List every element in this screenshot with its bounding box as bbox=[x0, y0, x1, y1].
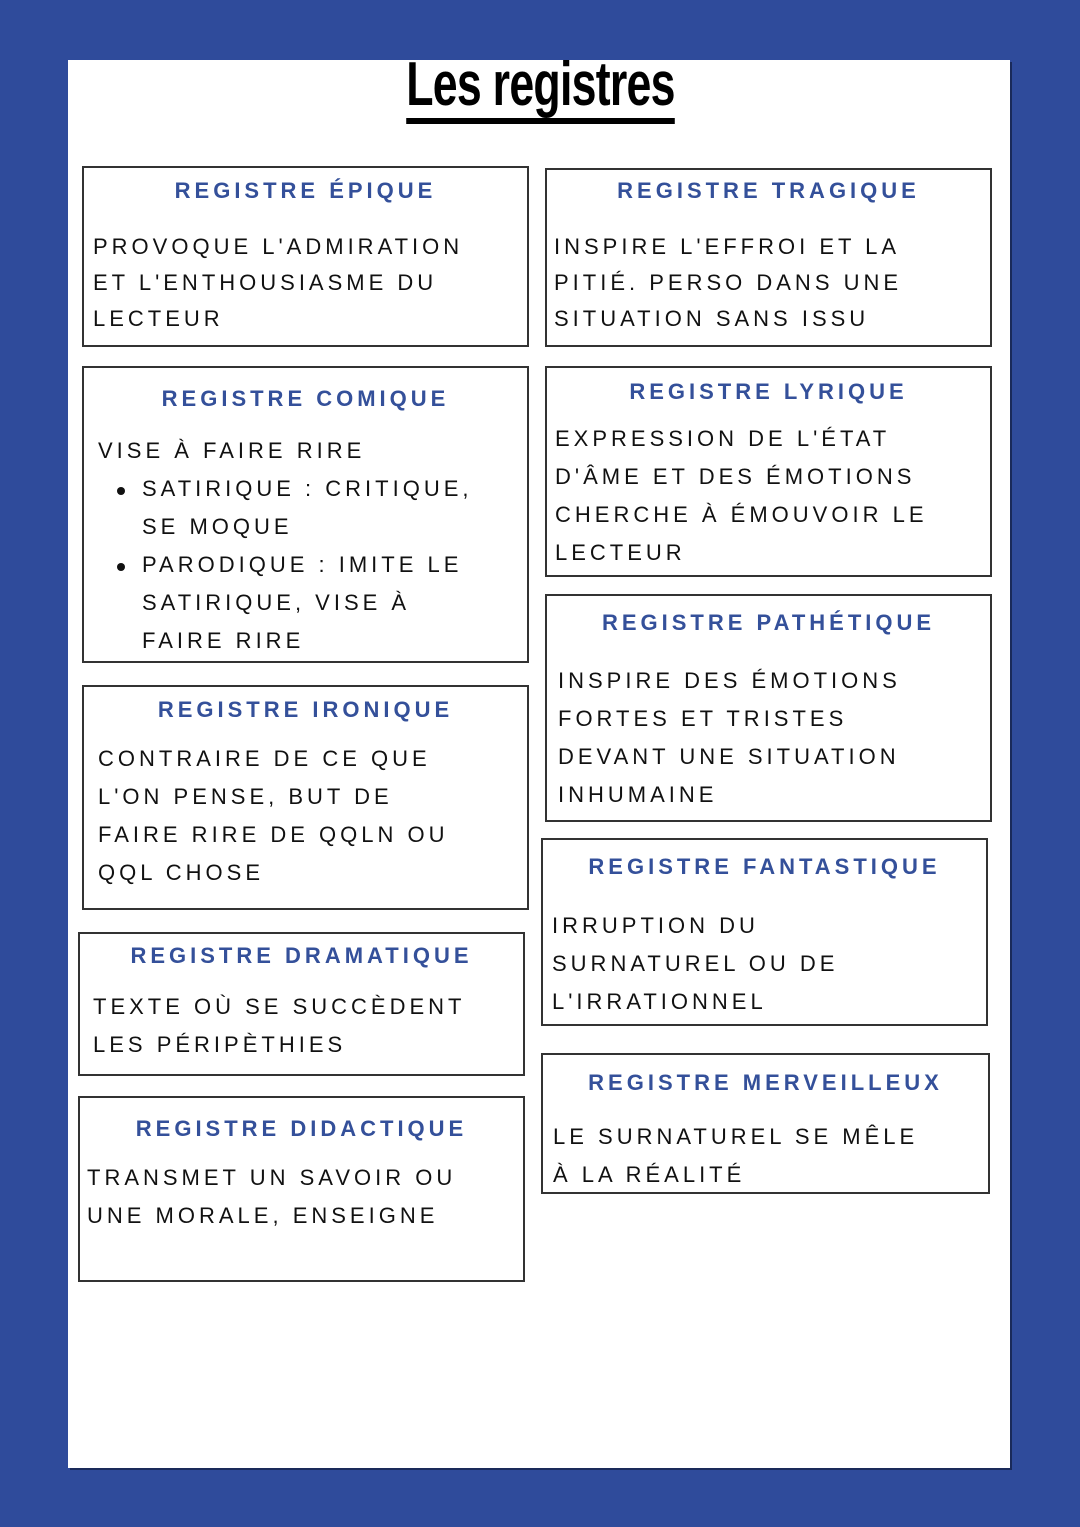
register-text-line: FAIRE RIRE bbox=[142, 628, 305, 653]
register-heading: REGISTRE FANTASTIQUE bbox=[588, 854, 941, 879]
register-text-line: SATIRIQUE : CRITIQUE, bbox=[142, 476, 473, 501]
register-text-line: TRANSMET UN SAVOIR OU bbox=[87, 1165, 457, 1190]
register-box-merveilleux bbox=[541, 1053, 990, 1194]
page-title: Les registres bbox=[406, 52, 675, 124]
register-heading: REGISTRE DIDACTIQUE bbox=[135, 1116, 468, 1141]
bullet-icon bbox=[117, 563, 125, 571]
register-heading: REGISTRE MERVEILLEUX bbox=[588, 1070, 943, 1095]
register-text-line: LE SURNATUREL SE MÊLE bbox=[553, 1124, 919, 1149]
register-heading: REGISTRE TRAGIQUE bbox=[617, 178, 920, 203]
register-text-line: INHUMAINE bbox=[558, 782, 718, 807]
register-text-line: D'ÂME ET DES ÉMOTIONS bbox=[555, 464, 916, 489]
register-box-dramatique bbox=[78, 932, 525, 1076]
register-text-line: SITUATION SANS ISSU bbox=[554, 306, 870, 331]
register-box-fantastique bbox=[541, 838, 988, 1026]
register-text-line: LECTEUR bbox=[93, 306, 224, 331]
register-box-didactique bbox=[78, 1096, 525, 1282]
register-text-line: FAIRE RIRE DE QQLN OU bbox=[98, 822, 449, 847]
register-text-line: À LA RÉALITÉ bbox=[553, 1162, 746, 1187]
register-heading: REGISTRE ÉPIQUE bbox=[174, 178, 437, 203]
register-text-line: EXPRESSION DE L'ÉTAT bbox=[555, 426, 891, 451]
register-text-line: SATIRIQUE, VISE À bbox=[142, 590, 411, 615]
register-text-line: PARODIQUE : IMITE LE bbox=[142, 552, 463, 577]
register-text-line: L'IRRATIONNEL bbox=[552, 989, 767, 1014]
register-box-comique bbox=[82, 366, 529, 663]
register-text-line: QQL CHOSE bbox=[98, 860, 264, 885]
register-text-line: VISE À FAIRE RIRE bbox=[98, 438, 366, 463]
register-text-line: ET L'ENTHOUSIASME DU bbox=[93, 270, 438, 295]
register-text-line: UNE MORALE, ENSEIGNE bbox=[87, 1203, 439, 1228]
register-heading: REGISTRE LYRIQUE bbox=[629, 379, 908, 404]
register-box-lyrique bbox=[545, 366, 992, 577]
register-text-line: PROVOQUE L'ADMIRATION bbox=[93, 234, 464, 259]
register-text-line: FORTES ET TRISTES bbox=[558, 706, 848, 731]
register-text-line: LES PÉRIPÈTHIES bbox=[93, 1032, 347, 1057]
register-text-line: DEVANT UNE SITUATION bbox=[558, 744, 900, 769]
register-heading: REGISTRE DRAMATIQUE bbox=[130, 943, 473, 968]
register-text-line: LECTEUR bbox=[555, 540, 686, 565]
register-text-line: SURNATUREL OU DE bbox=[552, 951, 839, 976]
register-heading: REGISTRE PATHÉTIQUE bbox=[601, 610, 936, 635]
page-title-wrap bbox=[0, 52, 1080, 124]
register-text-line: CHERCHE À ÉMOUVOIR LE bbox=[555, 502, 928, 527]
register-box-tragique bbox=[545, 168, 992, 347]
register-text-line: IRRUPTION DU bbox=[552, 913, 759, 938]
register-text-line: INSPIRE L'EFFROI ET LA bbox=[554, 234, 901, 259]
register-text-line: INSPIRE DES ÉMOTIONS bbox=[558, 668, 901, 693]
register-box-ironique bbox=[82, 685, 529, 910]
register-box-epique bbox=[82, 166, 529, 347]
register-text-line: L'ON PENSE, BUT DE bbox=[98, 784, 393, 809]
register-text-line: TEXTE OÙ SE SUCCÈDENT bbox=[93, 994, 466, 1019]
bullet-icon bbox=[117, 487, 125, 495]
register-text-line: CONTRAIRE DE CE QUE bbox=[98, 746, 431, 771]
register-heading: REGISTRE IRONIQUE bbox=[157, 697, 454, 722]
register-text-line: PITIÉ. PERSO DANS UNE bbox=[554, 270, 903, 295]
register-box-pathetique bbox=[545, 594, 992, 822]
register-heading: REGISTRE COMIQUE bbox=[161, 386, 450, 411]
register-text-line: SE MOQUE bbox=[142, 514, 293, 539]
